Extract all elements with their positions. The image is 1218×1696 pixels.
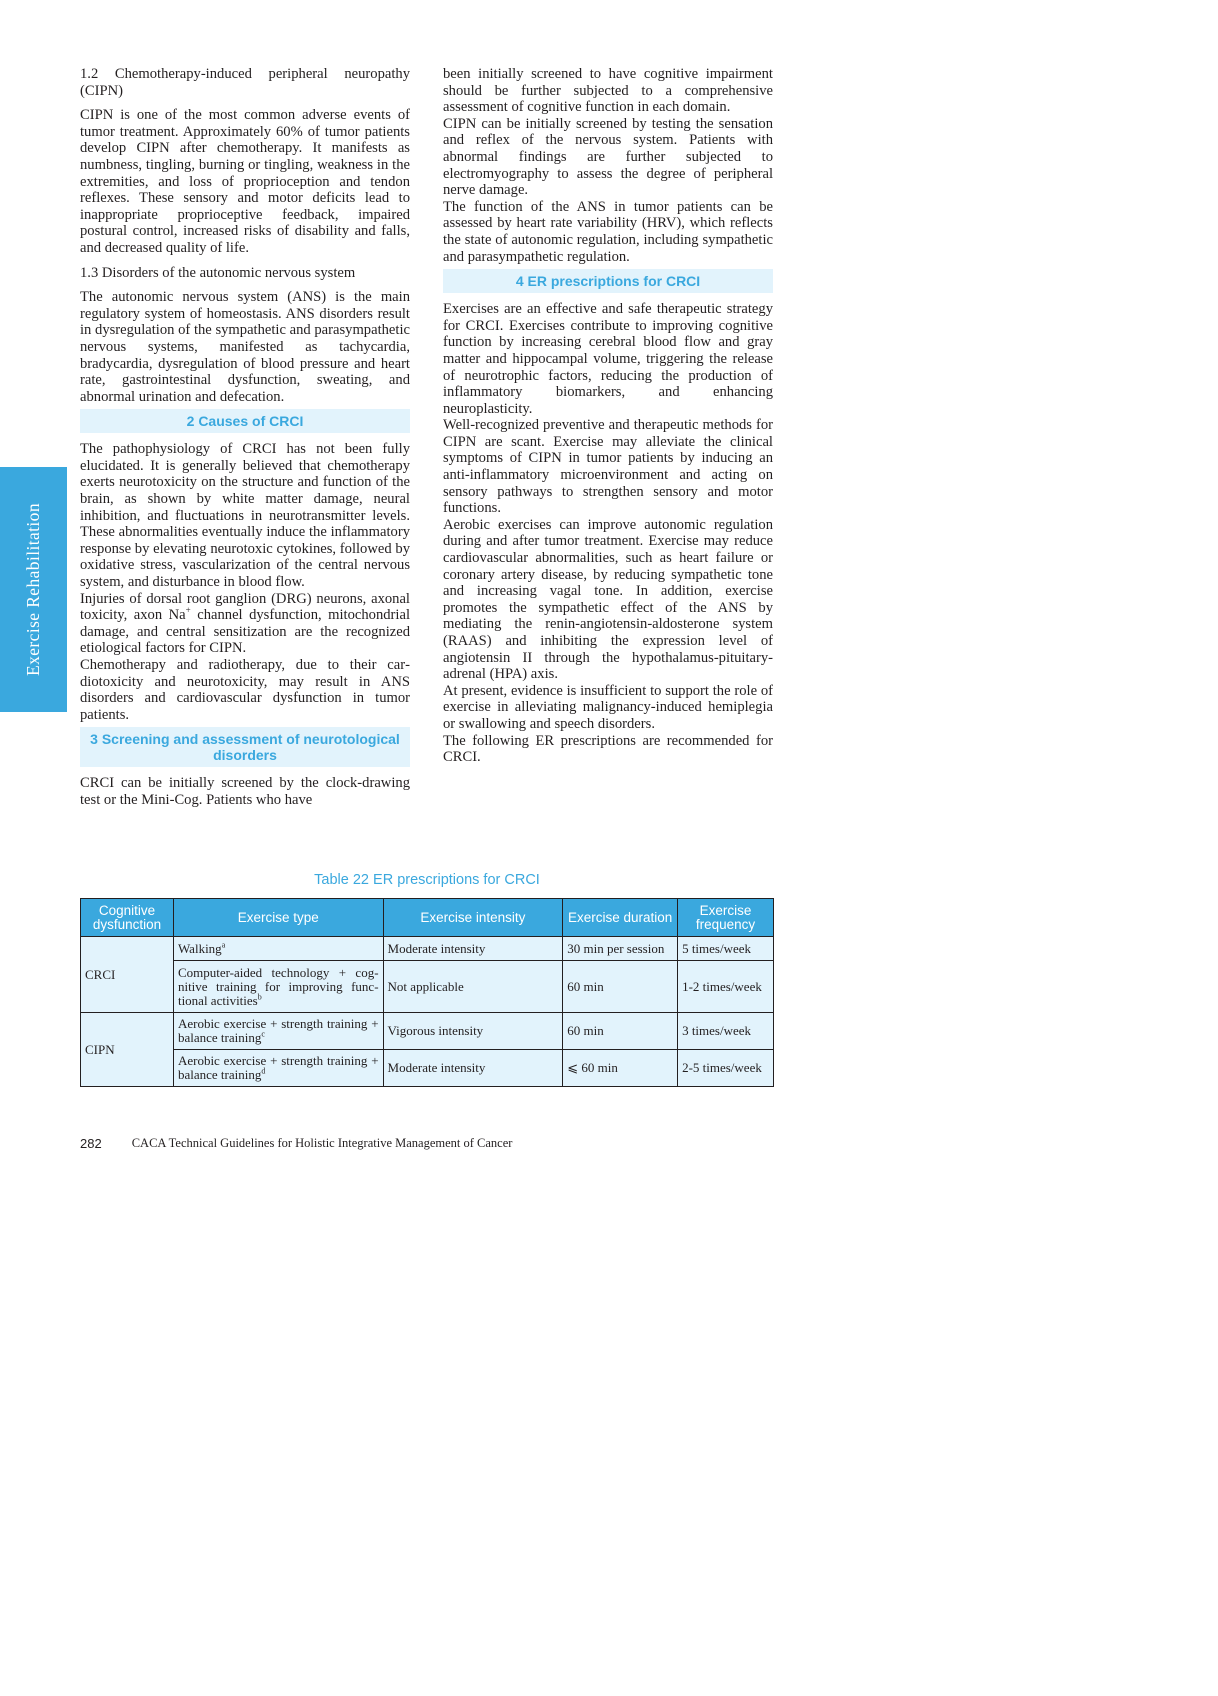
table-row [81,1013,774,1050]
section-heading-causes: 2 Causes of CRCI [80,409,410,433]
paragraph: CRCI can be initially screened by the clock-drawing test or the Mini-Cog. Patients who have [80,775,410,808]
paragraph: The function of the ANS in tumor patients can be assessed by heart rate variability (HRV), which reflects the state of autonomic regulation, including sympathetic and parasympathetic regulation. [443,198,773,265]
column-header: Exercise intensity [383,899,563,937]
subheading-ans: 1.3 Disorders of the autonomic nervous system [80,264,356,281]
cell-intensity: Vigorous intensity [383,1013,563,1050]
cell-type: Computer-aided technology + cognitive training for improving functional activities$^b$ [173,961,383,1013]
section-side-tab-label: Exercise Rehabilitation [23,503,43,676]
cell-type: Aerobic exercise + strength training + balance training$^c$ [173,1013,383,1050]
group-label: CIPN [81,1013,174,1087]
cell-frequency: 5 times/week [678,937,774,961]
page-footer [80,1136,512,1151]
cell-frequency: 1-2 times/week [678,961,774,1013]
paragraph: CIPN is one of the most common adverse events of tumor treatment. Approximately 60% of tumor patients develop CIPN after chemotherapy. It manifests as numbness, tingling, burning or tingling, weakness in the extremities, and loss of proprioception and tendon reflexes. These sensory and motor deficits lead to inappropriate proprioceptive feedback, impaired postural control, increased risks of disability and falls, and decreased quality of life. [80,107,410,256]
cell-duration: ⩽ 60 min [563,1050,678,1087]
section-heading-screening: 3 Screening and assessment of neurotological disorders [80,727,410,767]
cell-type: Aerobic exercise + strength training + balance training$^d$ [173,1050,383,1087]
paragraph: been initially screened to have cognitive impairment should be further subjected to a comprehensive assessment of cognitive function in each domain. [443,66,773,116]
subheading-cipn: 1.2 Chemotherapy-induced peripheral neuropathy (CIPN) [80,66,410,99]
table-row [81,1050,774,1087]
table-header-row [81,899,774,937]
paragraph: The autonomic nervous system (ANS) is the main regulatory system of homeostasis. ANS disorders result in dysregulation of the sympathetic and parasympathetic nervous systems, manifested as tachycardia, bradycardia, dysregulation of blood pressure and heart rate, gastrointestinal dysfunction, sweating, and abnormal urination and defecation. [80,289,410,405]
cell-frequency: 3 times/week [678,1013,774,1050]
paragraph: CIPN can be initially screened by testing the sensation and reflex of the nervous system. Patients with abnormal findings are further subjected to electromyography to assess the degree of peripheral nerve damage. [443,115,773,199]
paragraph: Injuries of dorsal root ganglion (DRG) neurons, axonal toxicity, axon Na+ channel dysfunction, mitochondrial damage, and central sensitization are the recognized etiological factors for CIPN. [80,590,411,657]
paragraph: Aerobic exercises can improve autonomic regulation during and after tumor treatment. Exercise may reduce cardiovascular abnormalities, such as heart failure or coronary artery disease, by reducing sympathetic tone and increasing vagal tone. In addition, exercise promotes the sympathetic effect of the ANS by mediating the renin-angiotensin-aldosterone system (RAAS) and inhibiting the expression level of angiotensin II through the hypothalamus-pituitary-adrenal (HPA) axis. [443,516,773,683]
section-side-tab [0,467,67,712]
right-column [443,66,773,766]
left-column [80,66,410,809]
cell-intensity: Moderate intensity [383,1050,563,1087]
table-row [81,961,774,1013]
table-title: Table 22 ER prescriptions for CRCI [314,872,540,888]
group-label: CRCI [81,937,174,1013]
column-header: Exercise frequency [678,899,774,937]
paragraph: The pathophysiology of CRCI has not been fully elucidated. It is generally believed that chemotherapy exerts neurotoxicity on the structure and function of the brain, as shown by white matter damage, neural inhibition, and fluctuations in neurotransmitter levels. These abnormalities eventually induce the inflammatory response by elevating neurotoxic cytokines, followed by oxidative stress, vascularization of the central nervous system, and disturbance in blood flow. [80,441,410,591]
cell-intensity: Not applicable [383,961,563,1013]
cell-type: Walking$^a$ [173,937,383,961]
paragraph: The following ER prescriptions are recommended for CRCI. [443,732,773,766]
paragraph: Chemotherapy and radiotherapy, due to their cardiotoxicity and neurotoxicity, may result in ANS disorders and cardiovascular dysfunction in tumor patients. [80,657,410,723]
running-title: CACA Technical Guidelines for Holistic Integrative Management of Cancer [131,1136,513,1150]
cell-frequency: 2-5 times/week [678,1050,774,1087]
column-header: Exercise type [173,899,383,937]
cell-duration: 60 min [563,961,678,1013]
table-row [81,937,774,961]
paragraph: Well-recognized preventive and therapeutic methods for CIPN are scant. Exercise may alleviate the clinical symptoms of CIPN in tumor patients by inducing an anti-inflammatory microenvironment and acting on sensory pathways to strengthen sensory and motor functions. [443,417,773,517]
column-header: Exercise duration [563,899,678,937]
er-prescriptions-table [80,898,774,1087]
column-header: Cognitive dysfunction [81,899,174,937]
cell-duration: 30 min per session [563,937,678,961]
page-number: 282 [80,1136,102,1151]
paragraph: At present, evidence is insufficient to support the role of exercise in alleviating malignancy-induced hemiplegia or swallowing and speech disorders. [443,682,773,732]
section-heading-er-prescriptions: 4 ER prescriptions for CRCI [443,269,773,293]
cell-intensity: Moderate intensity [383,937,563,961]
cell-duration: 60 min [563,1013,678,1050]
paragraph: Exercises are an effective and safe therapeutic strategy for CRCI. Exercises contribute to improving cognitive function by increasing cerebral blood flow and gray matter and hippocampal volume, triggering the release of neurotrophic factors, reducing the production of inflammatory biomarkers, and enhancing neuroplasticity. [443,301,773,417]
